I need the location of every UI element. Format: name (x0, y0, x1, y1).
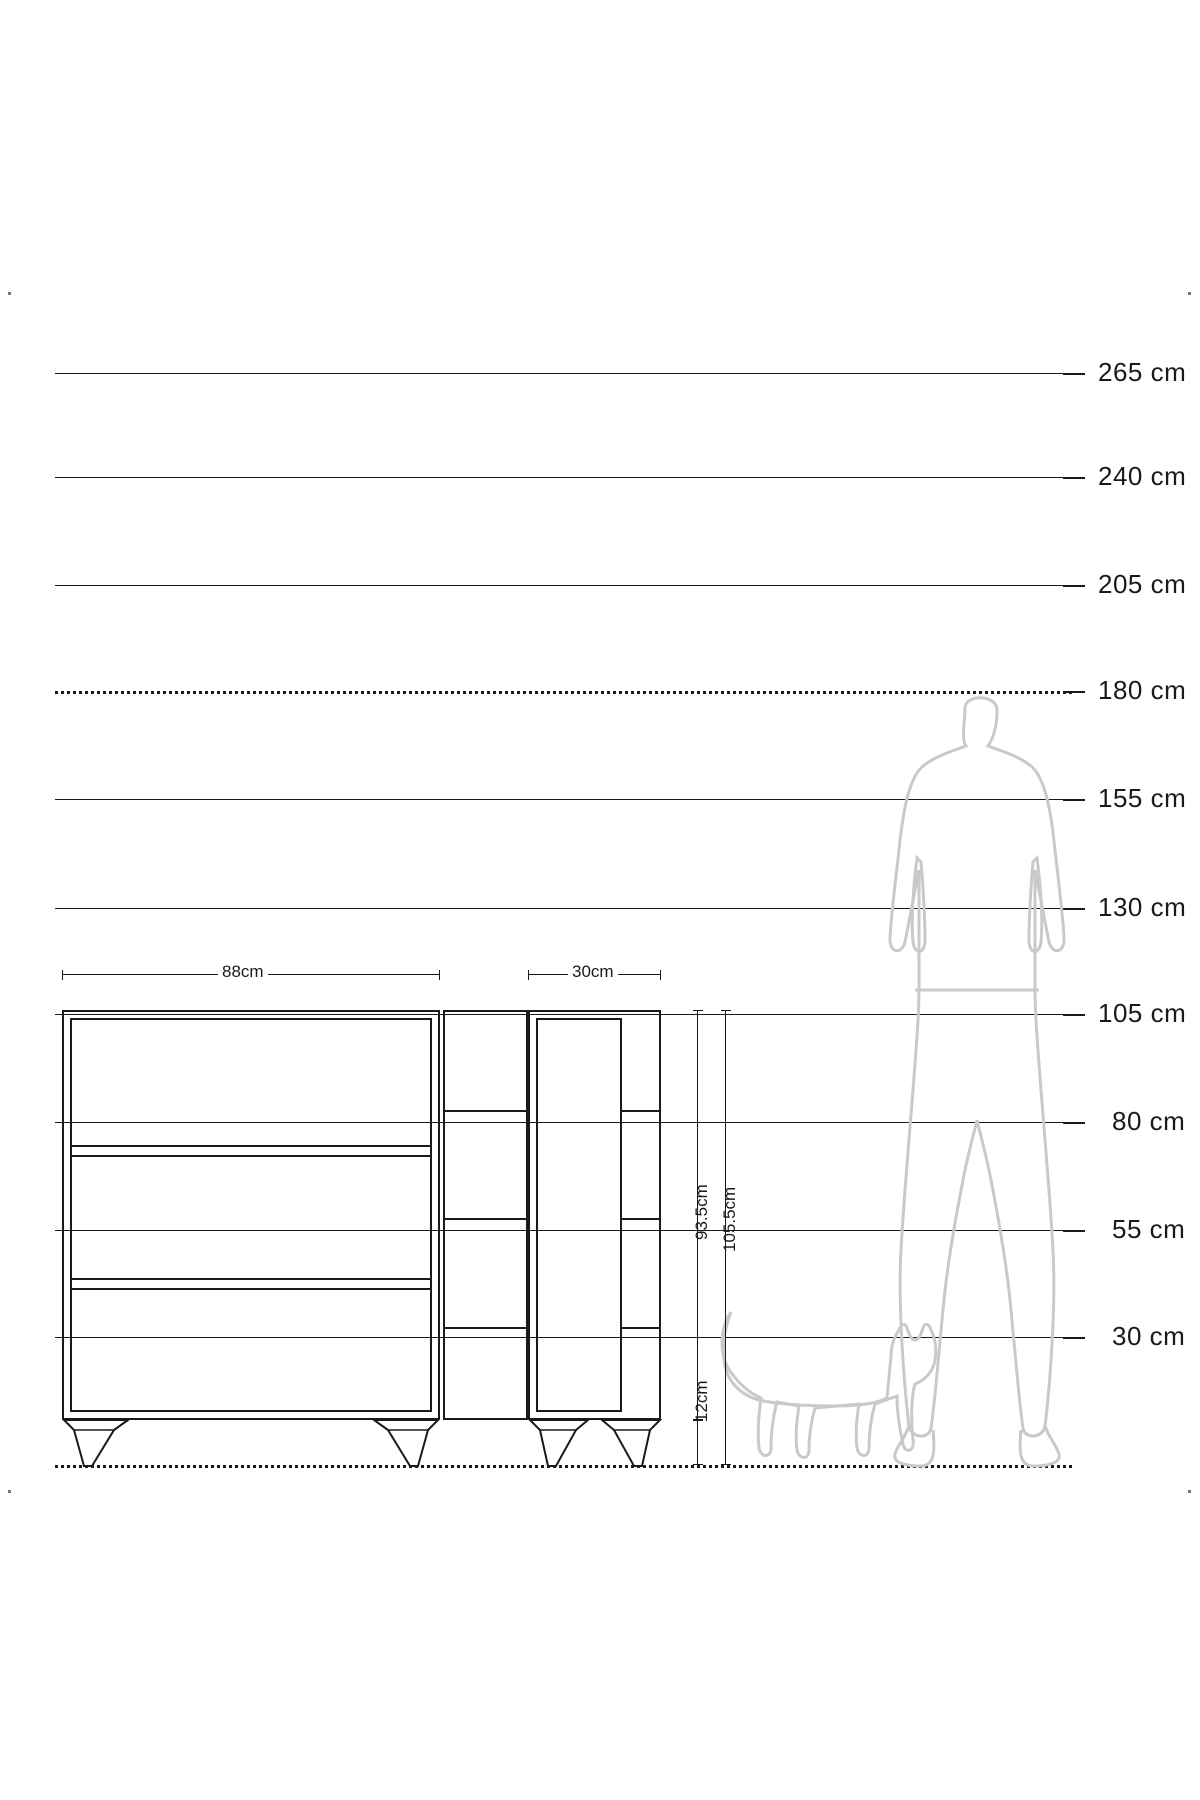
wide-cabinet-leg-left (62, 1418, 130, 1468)
scale-label-30: 30 cm (1112, 1321, 1186, 1351)
middle-cabinet-shelf-2 (443, 1218, 528, 1220)
scale-tick-155 (1063, 799, 1085, 801)
scale-tick-130 (1063, 908, 1085, 910)
dim-line-12cm (697, 1420, 698, 1465)
scale-label-180: 180 cm (1098, 675, 1187, 705)
wide-cabinet-shelf-1 (70, 1145, 432, 1147)
narrow-cabinet-shelf-1 (622, 1110, 661, 1112)
dim-label-105-5cm: 105.5cm (720, 1186, 739, 1252)
wide-cabinet-leg-right (372, 1418, 440, 1468)
narrow-cabinet-leg-right (600, 1418, 662, 1468)
scale-line-130 (55, 908, 1072, 909)
corner-dot-top-left (8, 292, 11, 295)
scale-line-205 (55, 585, 1072, 586)
scale-tick-80 (1063, 1122, 1085, 1124)
scale-tick-240 (1063, 477, 1085, 479)
scale-tick-105 (1063, 1014, 1085, 1016)
wide-cabinet-shelf-2 (70, 1278, 432, 1280)
scale-label-205: 205 cm (1098, 569, 1187, 599)
middle-cabinet-shelf-1 (443, 1110, 528, 1112)
scale-line-240 (55, 477, 1072, 478)
scale-label-130: 130 cm (1098, 892, 1187, 922)
corner-dot-bottom-right (1188, 1490, 1191, 1493)
narrow-cabinet-door (536, 1018, 622, 1412)
corner-dot-top-right (1188, 292, 1191, 295)
scale-line-155 (55, 799, 1072, 800)
scale-label-55: 55 cm (1112, 1214, 1186, 1244)
scale-tick-30 (1063, 1337, 1085, 1339)
wide-cabinet-shelf-2b (70, 1288, 432, 1290)
dim-label-88cm: 88cm (218, 962, 268, 982)
narrow-cabinet-leg-left (528, 1418, 590, 1468)
middle-cabinet-body (443, 1010, 528, 1420)
narrow-cabinet-shelf-3 (622, 1327, 661, 1329)
wide-cabinet-inner (70, 1018, 432, 1412)
dim-label-12cm: 12cm (692, 1380, 711, 1422)
cat-silhouette (715, 1300, 965, 1472)
corner-dot-bottom-left (8, 1490, 11, 1493)
scale-label-240: 240 cm (1098, 461, 1187, 491)
scale-line-265 (55, 373, 1072, 374)
scale-tick-180 (1063, 691, 1085, 693)
scale-label-80: 80 cm (1112, 1106, 1186, 1136)
wide-cabinet-shelf-1b (70, 1155, 432, 1157)
scale-tick-265 (1063, 373, 1085, 375)
dim-label-30cm: 30cm (568, 962, 618, 982)
man-silhouette (855, 690, 1100, 1470)
scale-label-155: 155 cm (1098, 783, 1187, 813)
scale-label-105: 105 cm (1098, 998, 1187, 1028)
scale-line-180 (55, 691, 1072, 694)
scale-tick-205 (1063, 585, 1085, 587)
scale-label-265: 265 cm (1098, 357, 1187, 387)
scale-tick-55 (1063, 1230, 1085, 1232)
narrow-cabinet-shelf-2 (622, 1218, 661, 1220)
middle-cabinet-shelf-3 (443, 1327, 528, 1329)
dim-label-93-5cm: 93.5cm (692, 1184, 711, 1240)
